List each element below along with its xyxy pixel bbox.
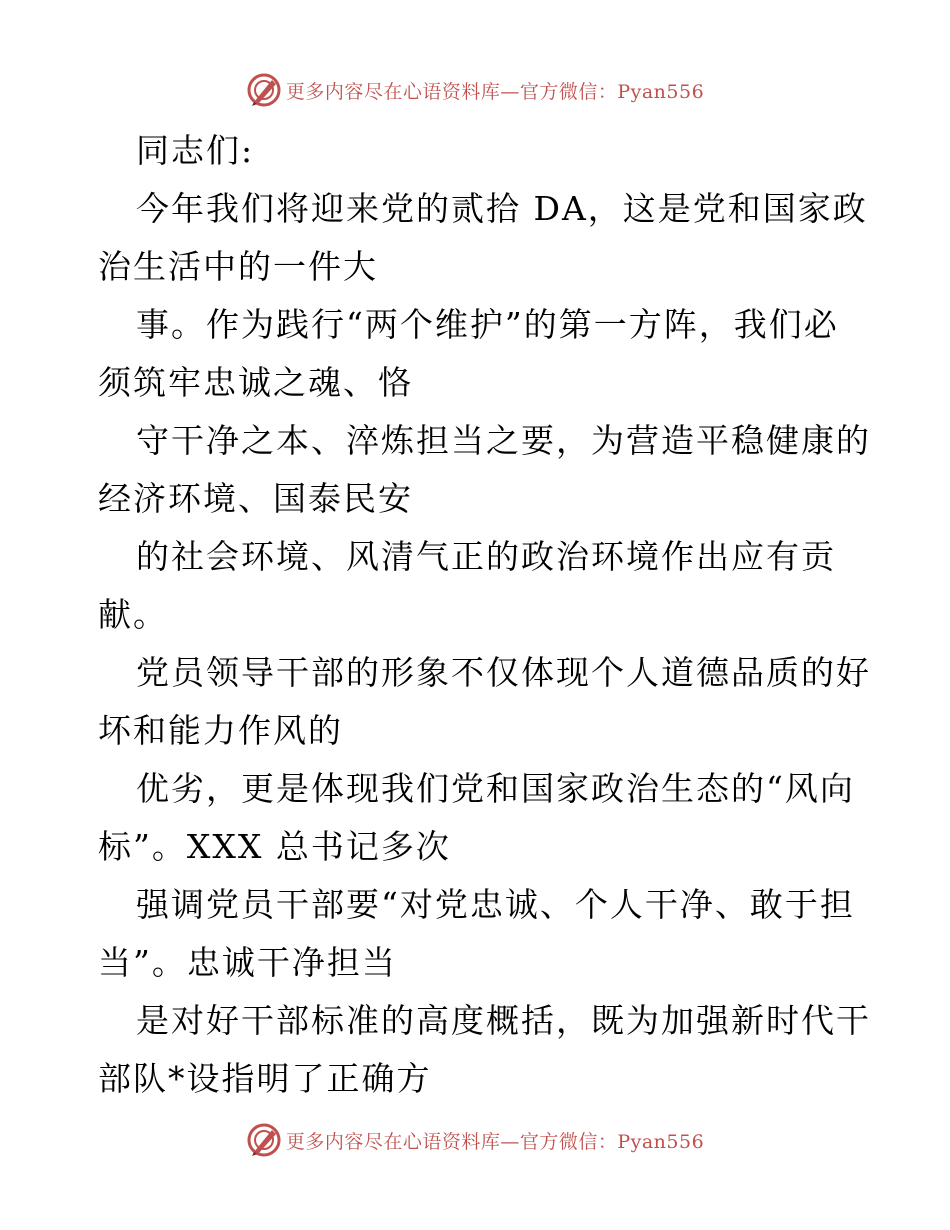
body-line: 强调党员干部要“对党忠诚、个人干净、敢于担 <box>136 885 855 924</box>
body-line: 事。作为践行“两个维护”的第一方阵，我们必 <box>136 305 839 344</box>
body-line: 须筑牢忠诚之魂、恪 <box>98 363 413 402</box>
body-line: 党员领导干部的形象不仅体现个人道德品质的好 <box>136 653 871 692</box>
body-line: 是对好干部标准的高度概括，既为加强新时代干 <box>136 1001 871 1040</box>
footer-banner-text: 更多内容尽在心语资料库—官方微信：Pyan556 <box>285 1130 705 1153</box>
body-line: 部队*设指明了正确方 <box>98 1059 432 1098</box>
pen-logo-icon <box>246 72 282 108</box>
body-line: 同志们: <box>136 131 255 170</box>
document-body <box>98 122 871 1108</box>
body-line: 优劣，更是体现我们党和国家政治生态的“风向 <box>136 769 855 808</box>
body-line: 治生活中的一件大 <box>98 247 378 286</box>
header-banner <box>0 70 950 110</box>
body-line: 当”。忠诚干净担当 <box>98 943 397 982</box>
body-line: 标”。XXX 总书记多次 <box>98 827 451 866</box>
header-banner-text: 更多内容尽在心语资料库—官方微信：Pyan556 <box>285 80 705 103</box>
body-line: 献。 <box>98 595 168 634</box>
pen-logo-icon <box>246 1122 282 1158</box>
body-line: 坏和能力作风的 <box>98 711 343 750</box>
body-line: 守干净之本、淬炼担当之要，为营造平稳健康的 <box>136 421 871 460</box>
body-line: 的社会环境、风清气正的政治环境作出应有贡 <box>136 537 836 576</box>
body-line: 经济环境、国泰民安 <box>98 479 413 518</box>
footer-banner <box>0 1120 950 1160</box>
body-line: 今年我们将迎来党的贰拾 DA，这是党和国家政 <box>136 189 868 228</box>
